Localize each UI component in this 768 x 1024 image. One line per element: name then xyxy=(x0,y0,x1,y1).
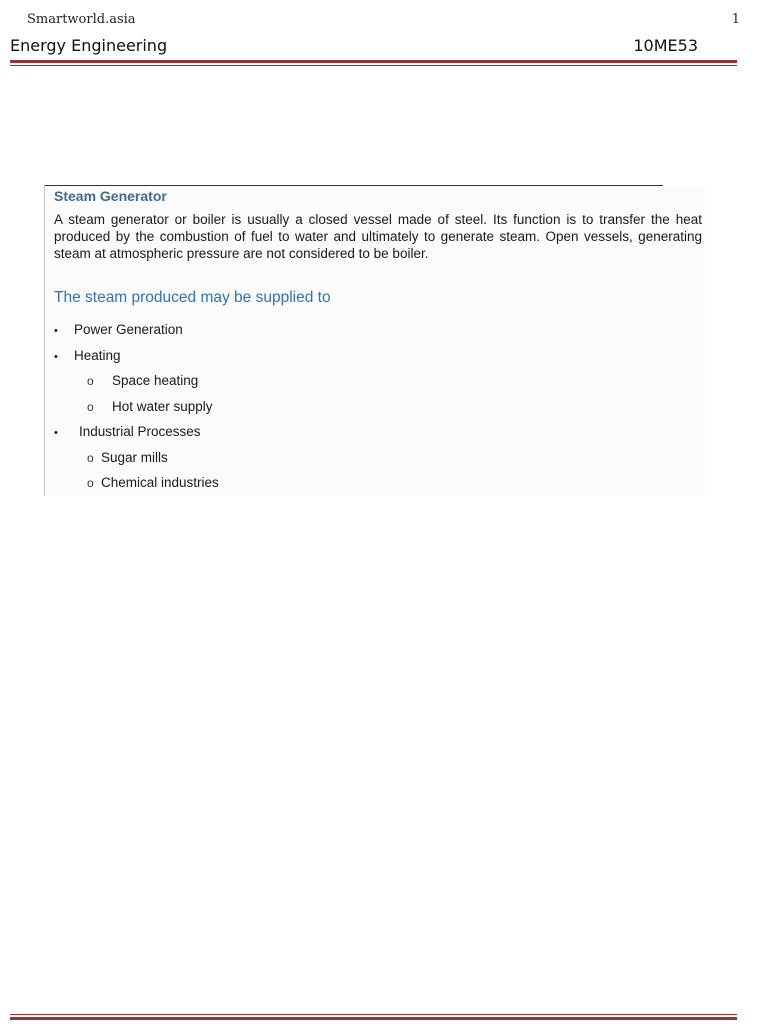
list-subitem xyxy=(54,398,219,424)
circle-bullet-icon: o xyxy=(87,374,94,388)
bullet-icon: • xyxy=(54,427,58,439)
footer-rule-thin xyxy=(10,1014,737,1015)
header-rule-thick xyxy=(10,60,737,63)
usage-list xyxy=(54,321,219,500)
list-subitem-text: Chemical industries xyxy=(101,475,219,490)
list-subitem-text: Hot water supply xyxy=(112,398,213,414)
list-subitem xyxy=(54,474,219,500)
circle-bullet-icon: o xyxy=(87,450,94,465)
page-number: 1 xyxy=(731,12,740,27)
list-item-text: Power Generation xyxy=(74,322,183,337)
footer-rule-thick xyxy=(10,1017,737,1020)
embedded-slide-image xyxy=(44,185,705,496)
list-item xyxy=(54,347,219,373)
list-item xyxy=(54,423,219,449)
list-item-text: Industrial Processes xyxy=(79,424,201,439)
list-item xyxy=(54,321,219,347)
list-item-text: Heating xyxy=(74,347,121,363)
site-name: Smartworld.asia xyxy=(27,12,136,27)
bullet-icon: • xyxy=(54,325,58,337)
header-rule-thin xyxy=(10,65,737,66)
course-code: 10ME53 xyxy=(633,36,698,55)
slide-heading: Steam Generator xyxy=(54,188,167,204)
circle-bullet-icon: o xyxy=(87,476,94,490)
circle-bullet-icon: o xyxy=(87,399,94,414)
document-title: Energy Engineering xyxy=(10,36,168,55)
slide-body-paragraph: A steam generator or boiler is usually a closed vessel made of steel. Its function is to transfer the heat produced by the combustion of fuel to water and ultimately to generate steam. Open vessels, generating steam at atmospheric pressure are not considered to be boiler. xyxy=(54,212,702,261)
list-subitem xyxy=(54,449,219,475)
list-subitem xyxy=(54,372,219,398)
slide-subheading: The steam produced may be supplied to xyxy=(54,289,331,306)
bullet-icon: • xyxy=(54,350,58,363)
list-subitem-text: Sugar mills xyxy=(101,449,168,465)
slide-top-rule xyxy=(45,185,663,186)
list-subitem-text: Space heating xyxy=(112,373,199,388)
